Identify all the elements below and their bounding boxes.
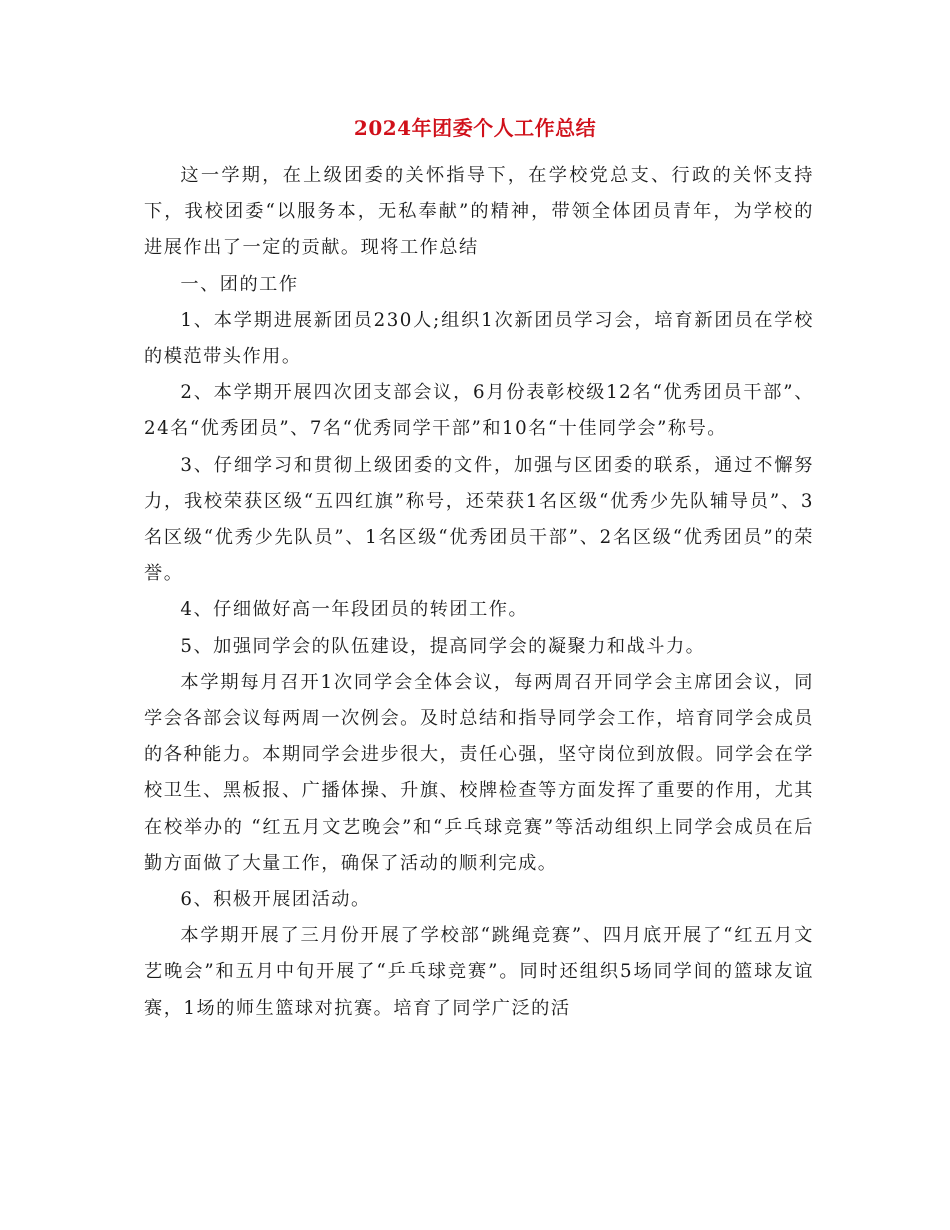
paragraph-item-3: 3、仔细学习和贯彻上级团委的文件，加强与区团委的联系，通过不懈努力，我校荣获区级“五四红旗”称号，还荣获1名区级“优秀少先队辅导员”、3名区级“优秀少先队员”、1名区级“优秀团员干部”、2名区级“优秀团员”的荣誉。 xyxy=(144,454,814,585)
paragraph-activities: 本学期开展了三月份开展了学校部“跳绳竞赛”、四月底开展了“红五月文艺晚会”和五月中旬开展了“乒乓球竞赛”。同时还组织5场同学间的篮球友谊赛，1场的师生篮球对抗赛。培育了同学广泛的活 xyxy=(144,925,814,1019)
section-heading-league-work: 一、团的工作 xyxy=(180,273,299,295)
document-body xyxy=(144,158,814,1027)
paragraph-item-4: 4、仔细做好高一年段团员的转团工作。 xyxy=(180,599,529,621)
paragraph-intro: 这一学期，在上级团委的关怀指导下，在学校党总支、行政的关怀支持下，我校团委“以服务本，无私奉献”的精神，带领全体团员青年，为学校的进展作出了一定的贡献。现将工作总结 xyxy=(144,165,814,259)
paragraph-item-1: 1、本学期进展新团员230人;组织1次新团员学习会，培育新团员在学校的模范带头作用。 xyxy=(144,309,814,368)
paragraph-student-union: 本学期每月召开1次同学会全体会议，每两周召开同学会主席团会议，同学会各部会议每两周一次例会。及时总结和指导同学会工作，培育同学会成员的各种能力。本期同学会进步很大，责任心强，坚守岗位到放假。同学会在学校卫生、黑板报、广播体操、升旗、校牌检查等方面发挥了重要的作用，尤其在校举办的 “红五月文艺晚会”和“乒乓球竞赛”等活动组织上同学会成员在后勤方面做了大量工作，确保了活动的顺利完成。 xyxy=(144,671,814,874)
paragraph-item-5: 5、加强同学会的队伍建设，提高同学会的凝聚力和战斗力。 xyxy=(180,635,706,657)
paragraph-item-2: 2、本学期开展四次团支部会议，6月份表彰校级12名“优秀团员干部”、24名“优秀团员”、7名“优秀同学干部”和10名“十佳同学会”称号。 xyxy=(144,382,814,440)
document-title: 2024年团委个人工作总结 xyxy=(353,116,597,140)
paragraph-item-6: 6、积极开展团活动。 xyxy=(180,889,371,911)
